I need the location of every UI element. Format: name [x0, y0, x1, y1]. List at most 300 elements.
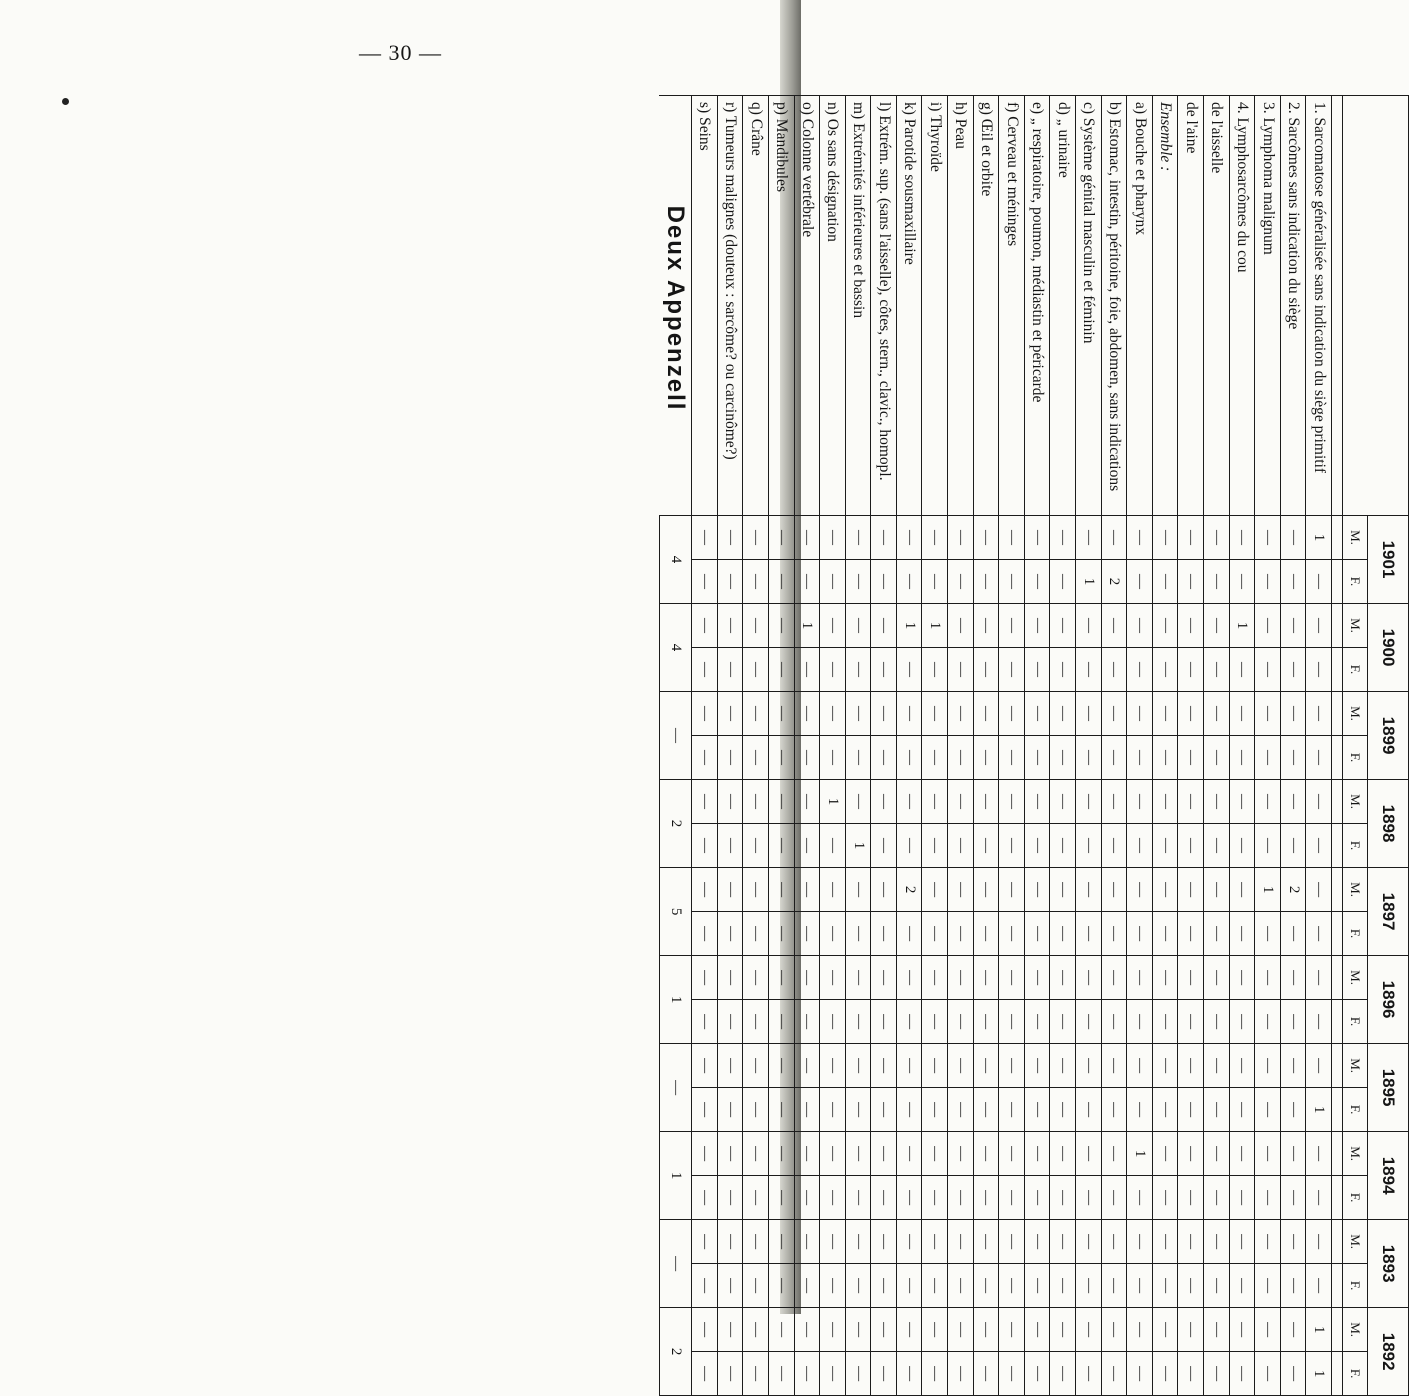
female-header: F. — [1343, 1264, 1368, 1308]
value-cell: — — [692, 1044, 718, 1088]
female-header: F. — [1343, 912, 1368, 956]
spacer-cell — [1332, 824, 1343, 868]
value-cell: — — [743, 1000, 769, 1044]
row-label: Ensemble : — [1152, 96, 1178, 516]
value-cell: — — [1306, 1264, 1332, 1308]
row-label: b) Estomac, intestin, péritoine, foie, abdomen, sans indications — [1101, 96, 1127, 516]
value-cell: — — [1076, 1308, 1102, 1352]
year-header: 1892 — [1368, 1308, 1409, 1396]
value-cell: — — [948, 956, 974, 1000]
table-row — [768, 96, 794, 1396]
value-cell: — — [1024, 1000, 1050, 1044]
value-cell: — — [794, 1088, 820, 1132]
value-cell: — — [1076, 1352, 1102, 1396]
value-cell: — — [1050, 1352, 1076, 1396]
value-cell: — — [1024, 868, 1050, 912]
table-row — [973, 96, 999, 1396]
female-header: F. — [1343, 1352, 1368, 1396]
value-cell: — — [845, 736, 871, 780]
value-cell: — — [768, 1264, 794, 1308]
value-cell: — — [1255, 824, 1281, 868]
value-cell: — — [692, 1176, 718, 1220]
value-cell: — — [999, 604, 1025, 648]
value-cell: — — [743, 1088, 769, 1132]
value-cell: — — [1204, 1044, 1230, 1088]
value-cell: — — [922, 692, 948, 736]
value-cell: — — [820, 1352, 846, 1396]
year-header: 1897 — [1368, 868, 1409, 956]
value-cell: — — [1306, 648, 1332, 692]
value-cell: — — [743, 1220, 769, 1264]
female-header: F. — [1343, 560, 1368, 604]
value-cell: — — [896, 1264, 922, 1308]
value-cell: — — [896, 824, 922, 868]
value-cell: — — [1101, 1264, 1127, 1308]
value-cell: — — [922, 648, 948, 692]
value-cell: — — [1076, 516, 1102, 560]
value-cell: — — [871, 1308, 897, 1352]
value-cell: — — [1204, 824, 1230, 868]
value-cell: — — [973, 1308, 999, 1352]
value-cell: — — [692, 780, 718, 824]
value-cell: — — [768, 1308, 794, 1352]
value-cell: — — [922, 956, 948, 1000]
value-cell: — — [717, 516, 743, 560]
value-cell: — — [1152, 1088, 1178, 1132]
value-cell: — — [768, 1132, 794, 1176]
year-total-cell: 2 — [659, 1308, 692, 1396]
value-cell: — — [1101, 516, 1127, 560]
value-cell: — — [1127, 1352, 1153, 1396]
value-cell: — — [922, 1000, 948, 1044]
value-cell: — — [999, 1132, 1025, 1176]
value-cell: — — [794, 1000, 820, 1044]
value-cell: — — [845, 604, 871, 648]
value-cell: — — [1306, 868, 1332, 912]
value-cell: — — [1280, 1132, 1306, 1176]
female-header: F. — [1343, 736, 1368, 780]
value-cell: — — [1255, 780, 1281, 824]
value-cell: — — [768, 516, 794, 560]
value-cell: — — [768, 780, 794, 824]
section-title: Deux Appenzell — [659, 96, 692, 516]
value-cell: — — [743, 692, 769, 736]
value-cell: — — [1280, 1000, 1306, 1044]
value-cell: — — [1101, 956, 1127, 1000]
value-cell: — — [692, 912, 718, 956]
value-cell: — — [973, 648, 999, 692]
value-cell: — — [1127, 1264, 1153, 1308]
value-cell: — — [1152, 1132, 1178, 1176]
value-cell: — — [999, 1088, 1025, 1132]
value-cell: — — [820, 604, 846, 648]
value-cell: — — [1152, 824, 1178, 868]
value-cell: — — [922, 736, 948, 780]
value-cell: 1 — [896, 604, 922, 648]
value-cell: — — [1178, 780, 1204, 824]
value-cell: — — [1050, 692, 1076, 736]
value-cell: — — [973, 912, 999, 956]
value-cell: — — [743, 868, 769, 912]
value-cell: — — [768, 604, 794, 648]
value-cell: — — [1152, 868, 1178, 912]
value-cell: — — [1076, 1088, 1102, 1132]
value-cell: — — [1255, 956, 1281, 1000]
value-cell: — — [1024, 1352, 1050, 1396]
value-cell: — — [717, 1264, 743, 1308]
value-cell: — — [1255, 1352, 1281, 1396]
value-cell: — — [999, 780, 1025, 824]
value-cell: — — [692, 1352, 718, 1396]
female-header: F. — [1343, 648, 1368, 692]
value-cell: — — [1024, 1132, 1050, 1176]
value-cell: — — [1101, 868, 1127, 912]
value-cell: — — [999, 1044, 1025, 1088]
value-cell: — — [1076, 604, 1102, 648]
value-cell: — — [948, 1088, 974, 1132]
value-cell: — — [1050, 956, 1076, 1000]
value-cell: — — [820, 1220, 846, 1264]
value-cell: — — [1280, 1352, 1306, 1396]
value-cell: — — [1178, 692, 1204, 736]
value-cell: — — [845, 1264, 871, 1308]
value-cell: — — [692, 516, 718, 560]
female-header: F. — [1343, 824, 1368, 868]
value-cell: — — [1229, 516, 1255, 560]
value-cell: 2 — [1101, 560, 1127, 604]
value-cell: — — [1204, 516, 1230, 560]
page-number: — 30 — — [359, 40, 442, 65]
year-total-cell: 5 — [659, 868, 692, 956]
value-cell: — — [1255, 1176, 1281, 1220]
value-cell: — — [973, 560, 999, 604]
value-cell: — — [1229, 648, 1255, 692]
value-cell: — — [845, 1044, 871, 1088]
value-cell: — — [1178, 1044, 1204, 1088]
value-cell: — — [1204, 1000, 1230, 1044]
value-cell: — — [845, 1000, 871, 1044]
value-cell: — — [1127, 604, 1153, 648]
value-cell: — — [1229, 1000, 1255, 1044]
value-cell: — — [948, 1132, 974, 1176]
table-row — [794, 96, 820, 1396]
row-label: 3. Lymphoma malignum — [1255, 96, 1281, 516]
spacer-cell — [1332, 1308, 1343, 1352]
spacer-cell — [1332, 648, 1343, 692]
value-cell: — — [743, 912, 769, 956]
value-cell: — — [1050, 824, 1076, 868]
value-cell: — — [1204, 1308, 1230, 1352]
value-cell: — — [896, 648, 922, 692]
spacer-cell — [1332, 1352, 1343, 1396]
value-cell: — — [768, 1088, 794, 1132]
value-cell: — — [692, 956, 718, 1000]
value-cell: — — [1127, 1176, 1153, 1220]
value-cell: — — [896, 1352, 922, 1396]
value-cell: — — [768, 560, 794, 604]
year-header: 1893 — [1368, 1220, 1409, 1308]
value-cell: — — [871, 912, 897, 956]
value-cell: — — [1127, 1088, 1153, 1132]
value-cell: — — [768, 1176, 794, 1220]
value-cell: — — [896, 560, 922, 604]
row-label: g) Œil et orbite — [973, 96, 999, 516]
spacer-cell — [1332, 956, 1343, 1000]
value-cell: — — [820, 1264, 846, 1308]
year-header-row — [1368, 96, 1409, 1396]
value-cell: — — [1127, 516, 1153, 560]
value-cell: — — [1178, 868, 1204, 912]
value-cell: — — [768, 648, 794, 692]
value-cell: — — [845, 692, 871, 736]
value-cell: — — [948, 736, 974, 780]
value-cell: — — [1306, 1044, 1332, 1088]
value-cell: — — [1204, 604, 1230, 648]
row-label: o) Colonne vertébrale — [794, 96, 820, 516]
value-cell: — — [1255, 692, 1281, 736]
value-cell: — — [1076, 736, 1102, 780]
value-cell: — — [1076, 1132, 1102, 1176]
value-cell: — — [1127, 1000, 1153, 1044]
value-cell: — — [973, 516, 999, 560]
value-cell: — — [999, 1000, 1025, 1044]
value-cell: — — [1050, 604, 1076, 648]
male-header: M. — [1343, 1132, 1368, 1176]
value-cell: — — [948, 604, 974, 648]
row-label: 1. Sarcomatose généralisée sans indication du siège primitif — [1306, 96, 1332, 516]
female-header: F. — [1343, 1176, 1368, 1220]
value-cell: — — [1306, 912, 1332, 956]
value-cell: — — [1306, 780, 1332, 824]
value-cell: — — [1255, 1044, 1281, 1088]
value-cell: — — [871, 1132, 897, 1176]
value-cell: — — [1101, 1220, 1127, 1264]
value-cell: — — [743, 1352, 769, 1396]
year-total-cell: 2 — [659, 780, 692, 868]
value-cell: — — [1204, 956, 1230, 1000]
value-cell: — — [871, 1176, 897, 1220]
value-cell: — — [973, 1220, 999, 1264]
value-cell: — — [1204, 736, 1230, 780]
value-cell: — — [1024, 912, 1050, 956]
value-cell: — — [1229, 1352, 1255, 1396]
table-row — [1178, 96, 1204, 1396]
table-row — [1152, 96, 1178, 1396]
value-cell: — — [1229, 780, 1255, 824]
value-cell: — — [922, 1132, 948, 1176]
value-cell: 2 — [896, 868, 922, 912]
value-cell: — — [1076, 1000, 1102, 1044]
value-cell: — — [820, 1000, 846, 1044]
year-header: 1898 — [1368, 780, 1409, 868]
value-cell: — — [1050, 1308, 1076, 1352]
spacer-cell — [1332, 868, 1343, 912]
value-cell: — — [820, 824, 846, 868]
value-cell: — — [973, 1264, 999, 1308]
value-cell: — — [743, 1264, 769, 1308]
table-row — [1280, 96, 1306, 1396]
rotated-table-frame — [662, 95, 1409, 1395]
row-label: de l'aine — [1178, 96, 1204, 516]
value-cell: — — [1127, 736, 1153, 780]
value-cell: 1 — [1076, 560, 1102, 604]
value-cell: — — [1024, 560, 1050, 604]
value-cell: — — [1204, 1132, 1230, 1176]
spacer-cell — [1332, 912, 1343, 956]
value-cell: 1 — [1306, 1308, 1332, 1352]
value-cell: — — [948, 1308, 974, 1352]
value-cell: — — [820, 912, 846, 956]
value-cell: — — [794, 736, 820, 780]
year-total-cell: — — [659, 1220, 692, 1308]
value-cell: — — [1204, 1176, 1230, 1220]
value-cell: — — [1204, 912, 1230, 956]
value-cell: — — [999, 1264, 1025, 1308]
value-cell: — — [922, 516, 948, 560]
row-label: m) Extrémités inférieures et bassin — [845, 96, 871, 516]
row-label: a) Bouche et pharynx — [1127, 96, 1153, 516]
value-cell: — — [820, 868, 846, 912]
value-cell: — — [896, 1220, 922, 1264]
value-cell: — — [743, 1176, 769, 1220]
male-header: M. — [1343, 1220, 1368, 1264]
value-cell: — — [794, 648, 820, 692]
value-cell: 1 — [845, 824, 871, 868]
value-cell: — — [743, 824, 769, 868]
value-cell: — — [692, 1264, 718, 1308]
table-row — [896, 96, 922, 1396]
value-cell: — — [948, 824, 974, 868]
value-cell: — — [1229, 1220, 1255, 1264]
value-cell: — — [1255, 516, 1281, 560]
statistics-table — [659, 95, 1409, 1396]
value-cell: — — [820, 1132, 846, 1176]
value-cell: — — [794, 1220, 820, 1264]
value-cell: — — [1152, 1176, 1178, 1220]
value-cell: — — [692, 1088, 718, 1132]
value-cell: — — [768, 1220, 794, 1264]
row-label: d) „ urinaire — [1050, 96, 1076, 516]
year-total-cell: — — [659, 692, 692, 780]
value-cell: — — [973, 824, 999, 868]
value-cell: — — [922, 780, 948, 824]
value-cell: — — [1178, 1088, 1204, 1132]
year-total-cell: 4 — [659, 604, 692, 692]
table-row — [1306, 96, 1332, 1396]
value-cell: — — [1229, 692, 1255, 736]
value-cell: — — [845, 1132, 871, 1176]
value-cell: — — [1229, 912, 1255, 956]
value-cell: — — [1178, 736, 1204, 780]
value-cell: — — [1101, 1352, 1127, 1396]
value-cell: — — [1127, 648, 1153, 692]
value-cell: — — [1024, 604, 1050, 648]
totals-row — [659, 96, 692, 1396]
value-cell: — — [896, 1308, 922, 1352]
value-cell: — — [1280, 956, 1306, 1000]
female-header: F. — [1343, 1000, 1368, 1044]
value-cell: — — [1280, 1264, 1306, 1308]
value-cell: — — [1280, 780, 1306, 824]
value-cell: — — [999, 912, 1025, 956]
value-cell: — — [1280, 560, 1306, 604]
row-label: 2. Sarcômes sans indication du siège — [1280, 96, 1306, 516]
value-cell: — — [743, 956, 769, 1000]
male-header: M. — [1343, 868, 1368, 912]
value-cell: — — [999, 824, 1025, 868]
value-cell: — — [1024, 1220, 1050, 1264]
table-row — [692, 96, 718, 1396]
value-cell: — — [717, 1000, 743, 1044]
value-cell: — — [1280, 1308, 1306, 1352]
value-cell: — — [1024, 1088, 1050, 1132]
value-cell: — — [922, 1044, 948, 1088]
value-cell: — — [922, 1088, 948, 1132]
value-cell: — — [794, 560, 820, 604]
value-cell: — — [820, 1176, 846, 1220]
value-cell: — — [692, 1220, 718, 1264]
value-cell: — — [845, 780, 871, 824]
value-cell: — — [999, 736, 1025, 780]
value-cell: — — [1204, 868, 1230, 912]
value-cell: — — [768, 1044, 794, 1088]
value-cell: — — [1280, 1044, 1306, 1088]
value-cell: — — [1050, 1132, 1076, 1176]
value-cell: — — [1076, 1044, 1102, 1088]
value-cell: — — [999, 868, 1025, 912]
value-cell: — — [1229, 824, 1255, 868]
row-label: f) Cerveau et méninges — [999, 96, 1025, 516]
table-row — [820, 96, 846, 1396]
value-cell: — — [794, 516, 820, 560]
value-cell: — — [717, 736, 743, 780]
value-cell: — — [743, 736, 769, 780]
row-label: e) „ respiratoire, poumon, médiastin et péricarde — [1024, 96, 1050, 516]
value-cell: — — [1127, 912, 1153, 956]
value-cell: — — [845, 560, 871, 604]
value-cell: — — [1204, 1088, 1230, 1132]
header-corner — [1343, 96, 1409, 516]
value-cell: — — [717, 1308, 743, 1352]
value-cell: — — [1178, 1220, 1204, 1264]
value-cell: — — [1255, 912, 1281, 956]
value-cell: — — [1152, 1044, 1178, 1088]
value-cell: — — [692, 604, 718, 648]
value-cell: — — [1076, 1220, 1102, 1264]
table-row — [1127, 96, 1153, 1396]
value-cell: — — [1306, 824, 1332, 868]
value-cell: 1 — [1306, 1088, 1332, 1132]
table-row — [948, 96, 974, 1396]
male-header: M. — [1343, 1044, 1368, 1088]
value-cell: — — [1152, 692, 1178, 736]
value-cell: — — [743, 1044, 769, 1088]
value-cell: — — [1229, 1044, 1255, 1088]
value-cell: — — [1076, 824, 1102, 868]
value-cell: — — [1127, 868, 1153, 912]
value-cell: — — [973, 956, 999, 1000]
value-cell: — — [1306, 1220, 1332, 1264]
value-cell: — — [1178, 1000, 1204, 1044]
value-cell: — — [973, 692, 999, 736]
value-cell: — — [948, 648, 974, 692]
value-cell: — — [1255, 1308, 1281, 1352]
value-cell: — — [1076, 912, 1102, 956]
value-cell: — — [999, 516, 1025, 560]
spacer-cell — [1332, 1132, 1343, 1176]
value-cell: — — [820, 560, 846, 604]
value-cell: 1 — [1306, 1352, 1332, 1396]
